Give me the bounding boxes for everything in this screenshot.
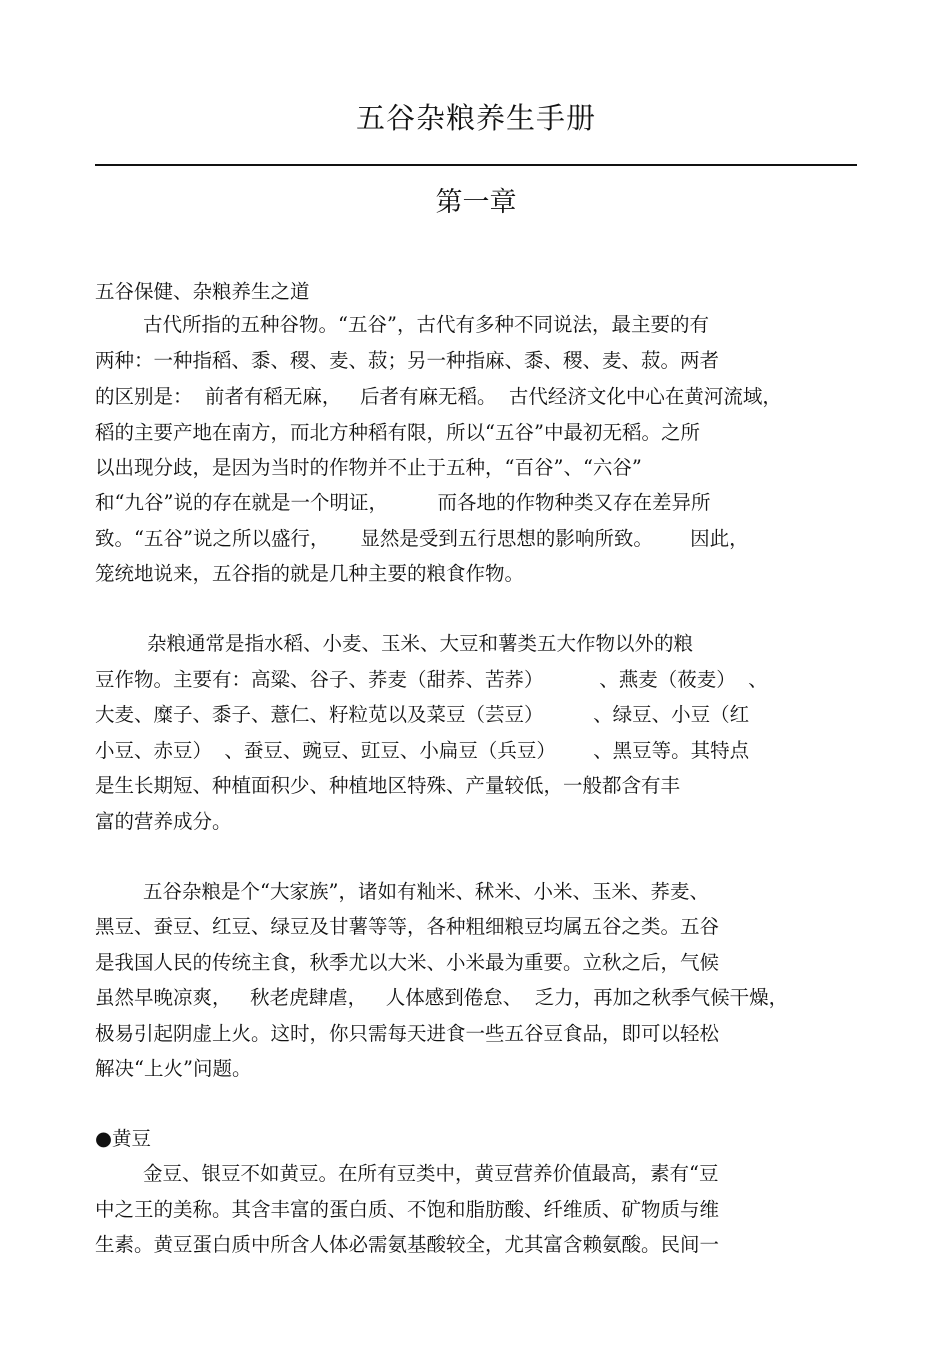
paragraph-line: 虽然早晚凉爽， 秋老虎肆虐， 人体感到倦怠、 乏力，再加之秋季气候干燥， [95,986,789,1009]
paragraph-line: 的区别是： 前者有稻无麻， 后者有麻无稻。 古代经济文化中心在黄河流域， [95,385,782,408]
paragraph-line: 杂粮通常是指水稻、小麦、玉米、大豆和薯类五大作物以外的粮 [147,632,694,655]
title-divider [95,164,857,166]
paragraph-line: 笼统地说来，五谷指的就是几种主要的粮食作物。 [95,562,525,585]
paragraph-line: 致。“五谷”说之所以盛行， 显然是受到五行思想的影响所致。 因此， [95,527,749,550]
paragraph-line: 古代所指的五种谷物。“五谷”，古代有多种不同说法，最主要的有 [143,313,709,336]
paragraph-line: 小豆、赤豆） 、蚕豆、豌豆、豇豆、小扁豆（兵豆） 、黑豆等。其特点 [95,739,750,762]
paragraph-line: 两种：一种指稻、黍、稷、麦、菽；另一种指麻、黍、稷、麦、菽。两者 [95,349,720,372]
paragraph-line: 中之王的美称。其含丰富的蛋白质、不饱和脂肪酸、纤维质、矿物质与维 [95,1198,720,1221]
paragraph-line: 和“九谷”说的存在就是一个明证， 而各地的作物种类又存在差异所 [95,491,711,514]
paragraph-line: 是生长期短、种植面积少、种植地区特殊、产量较低，一般都含有丰 [95,774,681,797]
chapter-title: 第一章 [435,187,517,218]
paragraph-line: 解决“上火”问题。 [95,1057,252,1080]
paragraph-line: 生素。黄豆蛋白质中所含人体必需氨基酸较全，尤其富含赖氨酸。民间一 [95,1233,720,1256]
paragraph-line: 金豆、银豆不如黄豆。在所有豆类中，黄豆营养价值最高，素有“豆 [143,1162,719,1185]
paragraph-line: 极易引起阴虚上火。这时，你只需每天进食一些五谷豆食品，即可以轻松 [95,1022,720,1045]
paragraph-line: 以出现分歧，是因为当时的作物并不止于五种，“百谷”、“六谷” [95,456,642,479]
paragraph-line: 豆作物。主要有：高粱、谷子、荞麦（甜荞、苦荞） 、燕麦（莜麦） 、 [95,668,768,691]
paragraph-line: 黑豆、蚕豆、红豆、绿豆及甘薯等等，各种粗细粮豆均属五谷之类。五谷 [95,915,720,938]
section-heading-soybean: ●黄豆 [95,1127,152,1150]
document-title: 五谷杂粮养生手册 [355,101,596,135]
paragraph-line: 大麦、糜子、黍子、薏仁、籽粒苋以及菜豆（芸豆） 、绿豆、小豆（红 [95,703,750,726]
paragraph-line: 富的营养成分。 [95,810,232,833]
paragraph-line: 稻的主要产地在南方，而北方种稻有限，所以“五谷”中最初无稻。之所 [95,421,700,444]
section-heading: 五谷保健、杂粮养生之道 [95,280,310,303]
paragraph-line: 是我国人民的传统主食，秋季尤以大米、小米最为重要。立秋之后，气候 [95,951,720,974]
paragraph-line: 五谷杂粮是个“大家族”，诸如有籼米、秫米、小米、玉米、荞麦、 [143,880,709,903]
